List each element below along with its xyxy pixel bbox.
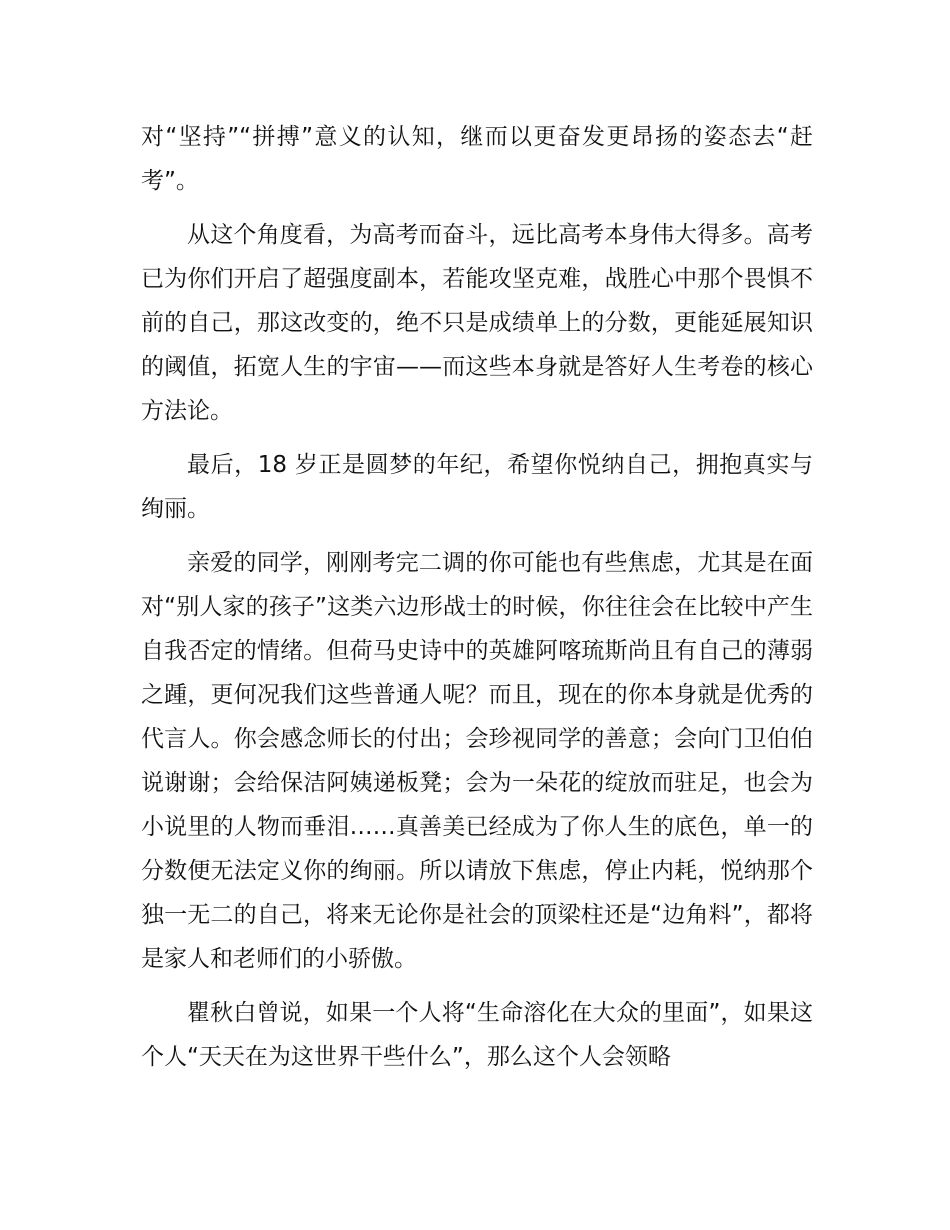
paragraph-age-eighteen: 最后，18 岁正是圆梦的年纪，希望你悦纳自己，拥抱真实与绚丽。 bbox=[141, 452, 813, 522]
paragraph-accept-yourself: 亲爱的同学，刚刚考完二调的你可能也有些焦虑，尤其是在面对“别人家的孩子”这类六边形战士的时候，你往往会在比较中产生自我否定的情绪。但荷马史诗中的英雄阿喀琉斯尚且有自己的薄弱之踵，更何况我们这些普通人呢？而且，现在的你本身就是优秀的代言人。你会感念师长的付出；会珍视同学的善意；会向门卫伯伯说谢谢；会给保洁阿姨递板凳；会为一朵花的绽放而驻足，也会为小说里的人物而垂泪……真善美已经成为了你人生的底色，单一的分数便无法定义你的绚丽。所以请放下焦虑，停止内耗，悦纳那个独一无二的自己，将来无论你是社会的顶梁柱还是“边角料”，都将是家人和老师们的小骄傲。 bbox=[141, 550, 813, 972]
paragraph-qu-qiubai: 瞿秋白曾说，如果一个人将“生命溶化在大众的里面”，如果这个人“天天在为这世界干些什么”，那么这个人会领略 bbox=[141, 1000, 813, 1070]
document-body bbox=[141, 115, 813, 1089]
paragraph-gaokao-struggle: 从这个角度看，为高考而奋斗，远比高考本身伟大得多。高考已为你们开启了超强度副本，若能攻坚克难，战胜心中那个畏惧不前的自己，那这改变的，绝不只是成绩单上的分数，更能延展知识的阈值，拓宽人生的宇宙——而这些本身就是答好人生考卷的核心方法论。 bbox=[141, 222, 813, 424]
paragraph-continuation: 对“坚持”“拼搏”意义的认知，继而以更奋发更昂扬的姿态去“赶考”。 bbox=[141, 124, 813, 194]
